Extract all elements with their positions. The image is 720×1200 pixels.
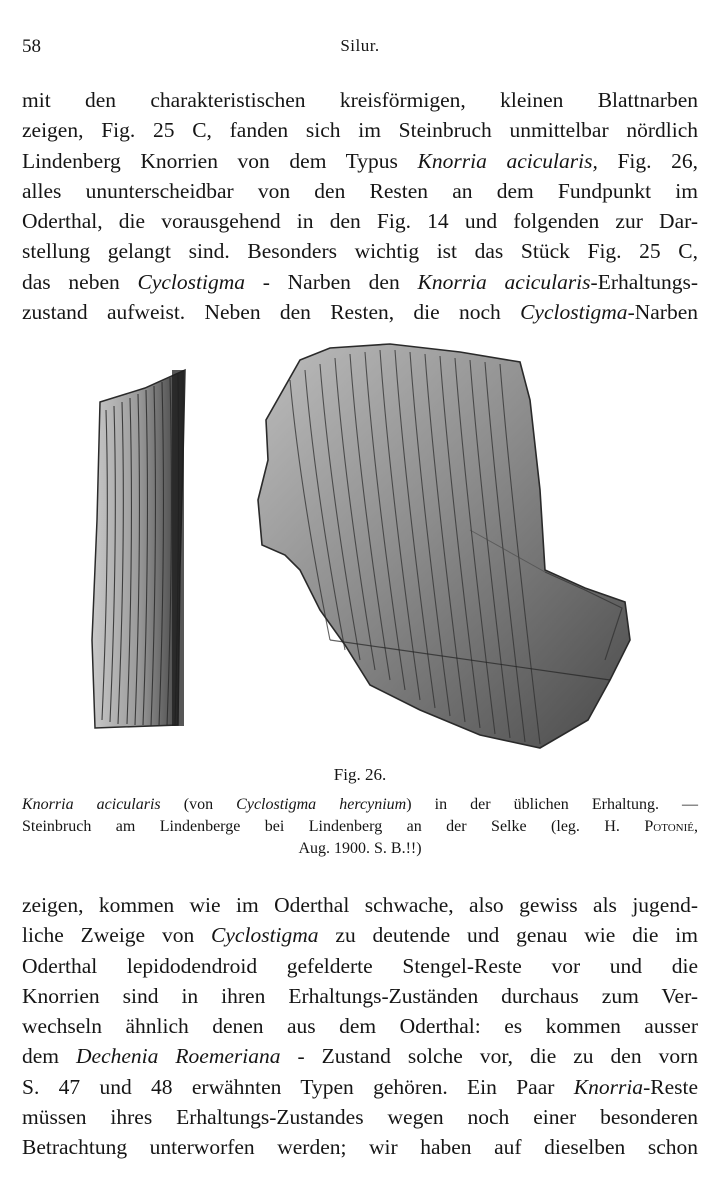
taxon-name: Knorria acicularis: [22, 796, 161, 813]
text-run: S. 47 und 48 erwähnten Typen gehören. Ein Paar: [22, 1074, 574, 1099]
text-run: (von: [160, 796, 237, 813]
text-line: zeigen, kommen wie im Oderthal schwache, also gewiss als jugend-: [22, 893, 698, 917]
text-run: das neben: [22, 269, 138, 294]
fossil-left: [92, 370, 185, 728]
text-line: alles ununterscheidbar von den Resten an dem Fundpunkt im: [22, 178, 698, 203]
taxon-name: Cyclostigma hercynium: [236, 796, 407, 813]
text-line: [22, 267, 698, 297]
figure-caption: [22, 794, 698, 860]
figure-label: Fig. 26.: [333, 765, 387, 784]
text-line: [22, 297, 698, 327]
text-line: [22, 146, 698, 176]
text-run: liche Zweige von: [22, 923, 212, 948]
text-line: [22, 1041, 698, 1071]
text-run: Fig. 26,: [597, 148, 698, 173]
taxon-name: Knorria acicularis: [417, 269, 591, 294]
taxon-name: Cyclostigma: [520, 300, 628, 325]
fossil-right: [258, 344, 630, 748]
taxon-name: Knorria: [573, 1074, 644, 1099]
fossil-illustration: [0, 340, 720, 760]
taxon-name: Cyclostigma: [137, 269, 245, 294]
taxon-name: Knorria acicularis,: [417, 148, 598, 173]
text-run: Lindenberg Knorrien von dem Typus: [22, 148, 418, 173]
text-line: müssen ihres Erhaltungs-Zustandes wegen noch einer besonderen: [22, 1105, 698, 1130]
text-run: - Narben den: [245, 269, 418, 294]
paragraph-bottom: [22, 890, 698, 1163]
text-line: stellung gelangt sind. Besonders wichtig ist das Stück Fig. 25 C,: [22, 239, 698, 264]
text-run: - Zustand solche vor, die zu den vorn: [280, 1044, 698, 1069]
caption-line: Aug. 1900. S. B.!!): [298, 840, 422, 857]
text-line: mit den charakteristischen kreisförmigen, kleinen Blattnarben: [22, 88, 698, 112]
text-line: Oderthal, die vorausgehend in den Fig. 14 und folgenden zur Dar-: [22, 209, 698, 234]
text-run: zustand aufweist. Neben den Resten, die noch: [22, 300, 521, 325]
text-run: ) in der üblichen Erhaltung. —: [406, 796, 699, 813]
running-head: Silur.: [340, 36, 380, 55]
collector-name: Potonié: [644, 818, 694, 835]
paragraph-top: [22, 85, 698, 327]
taxon-name: Cyclostigma: [211, 923, 319, 948]
page-number: 58: [22, 36, 41, 57]
text-run: Steinbruch am Lindenberge bei Lindenberg an der Selke (leg. H.: [22, 818, 645, 835]
caption-line: [22, 816, 698, 838]
taxon-name: Dechenia Roemeriana: [76, 1044, 281, 1069]
text-line: Knorrien sind in ihren Erhaltungs-Zuständen durchaus zum Ver-: [22, 983, 698, 1008]
text-line: [22, 1072, 698, 1102]
text-line: Oderthal lepidodendroid gefelderte Stengel-Reste vor und die: [22, 953, 698, 978]
text-run: -Narben: [627, 300, 698, 325]
text-run: -Erhaltungs-: [590, 269, 698, 294]
text-run: ,: [694, 818, 698, 835]
caption-line: [22, 794, 698, 816]
text-line: wechseln ähnlich denen aus dem Oderthal: es kommen ausser: [22, 1014, 698, 1039]
text-line: zeigen, Fig. 25 C, fanden sich im Steinbruch unmittelbar nördlich: [22, 118, 698, 143]
text-run: zu deutende und genau wie die im: [318, 923, 698, 948]
text-line: [22, 920, 698, 950]
fossil-figure: [0, 340, 720, 760]
text-run: dem: [22, 1044, 77, 1069]
text-line: Betrachtung unterworfen werden; wir haben auf dieselben schon: [22, 1135, 698, 1160]
text-run: -Reste: [643, 1074, 698, 1099]
